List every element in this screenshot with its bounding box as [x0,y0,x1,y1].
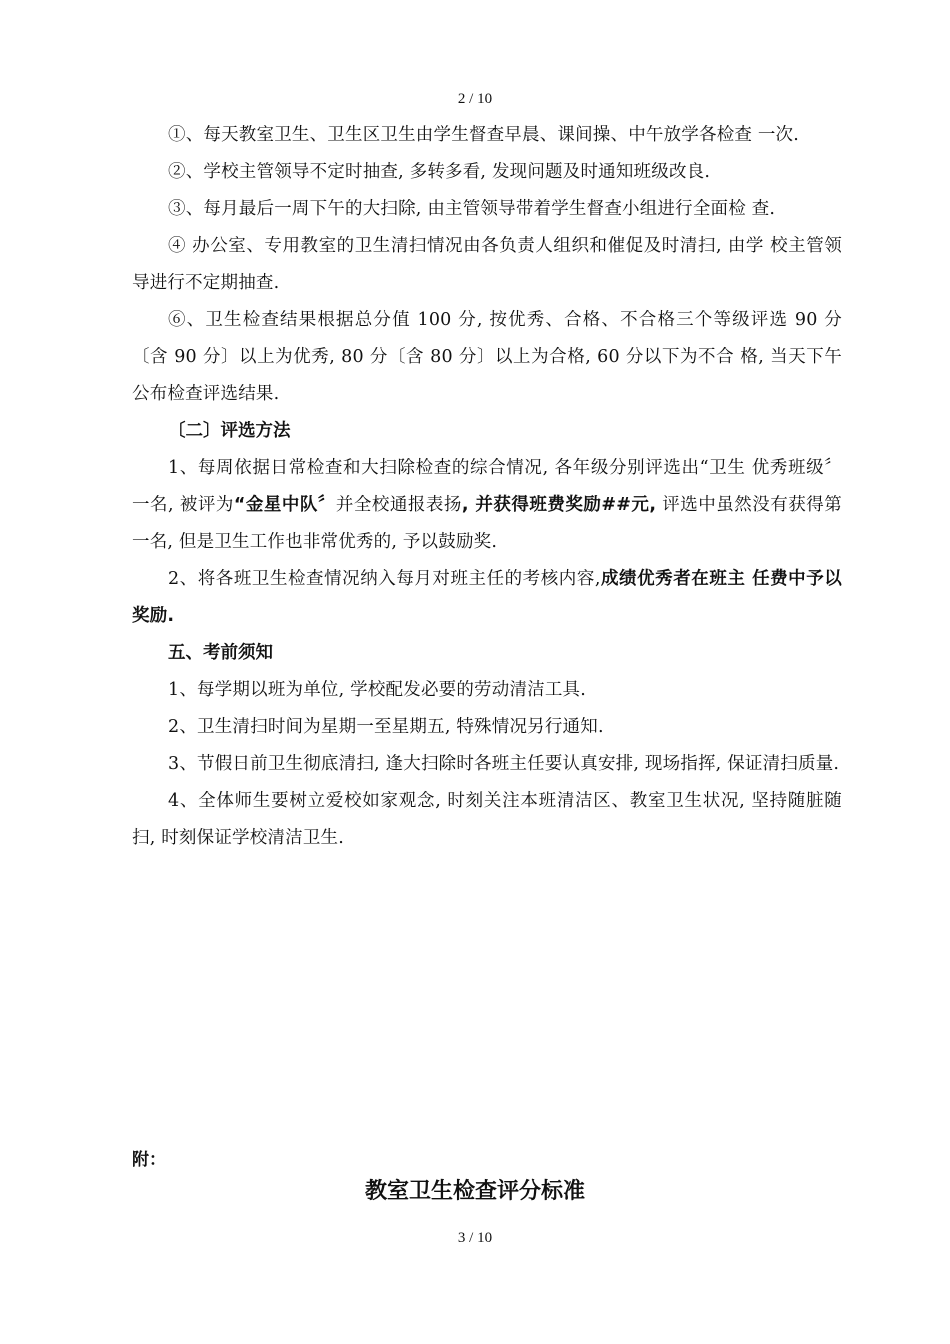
rule-paragraph-2: ②、学校主管领导不定时抽查, 多转多看, 发现问题及时通知班级改良. [168,162,711,182]
rule-paragraph-1: ①、每天教室卫生、卫生区卫生由学生督查早晨、课间操、中午放学各检查 一次. [168,125,800,145]
notice-paragraph-3: 3、节假日前卫生彻底清扫, 逢大扫除时各班主任要认真安排, 现场指挥, 保证清扫质量. [168,754,840,774]
section-heading-five: 五、考前须知 [168,643,273,663]
page-number-top: 2 / 10 [457,91,493,107]
appendix-title: 教室卫生检查评分标准 [364,1179,585,1204]
rule-paragraph-3: ③、每月最后一周下午的大扫除, 由主管领导带着学生督查小组进行全面检 查. [168,199,776,219]
rule-paragraph-6: ⑥、卫生检查结果根据总分值 100 分, 按优秀、合格、不合格三个等级评选 90 分〔含 90 分〕以上为优秀, 80 分〔含 80 分〕以上为合格, 60 分以下为不合 格, 当天下午公布检查评选结果. [132,310,842,404]
method-paragraph-2 [132,561,842,635]
bold-span: , 并获得班费奖励##元, [461,495,657,515]
section-heading-method: 〔二〕评选方法 [168,421,291,441]
text-span: 评选中虽然没有获得第一名, 但是卫生工作也非常优秀的, 予以鼓励奖. [132,495,842,552]
notice-paragraph-1: 1、每学期以班为单位, 学校配发必要的劳动清洁工具. [168,680,587,700]
text-span: 并全校通报表扬 [335,495,462,515]
notice-paragraph-2: 2、卫生清扫时间为星期一至星期五, 特殊情况另行通知. [168,717,604,737]
appendix-label: 附： [132,1150,166,1170]
method-paragraph-1 [132,450,842,561]
rule-paragraph-4: ④ 办公室、专用教室的卫生清扫情况由各负责人组织和催促及时清扫, 由学 校主管领导进行不定期抽查. [132,236,842,293]
page-number-bottom: 3 / 10 [457,1230,493,1246]
bold-span: “金星中队〞 [233,495,336,515]
notice-paragraph-4: 4、全体师生要树立爱校如家观念, 时刻关注本班清洁区、教室卫生状况, 坚持随脏随扫, 时刻保证学校清洁卫生. [132,791,842,848]
text-span: 1、每周依据日常检查和大扫除检查的综合情况, 各年级分别评选出“卫生 优秀班级〞一名, 被评为 [132,458,842,515]
document-body [132,117,842,857]
bold-span: 成绩优秀者在班主 任费中予以奖励. [132,569,842,626]
text-span: 2、将各班卫生检查情况纳入每月对班主任的考核内容, [168,569,601,589]
